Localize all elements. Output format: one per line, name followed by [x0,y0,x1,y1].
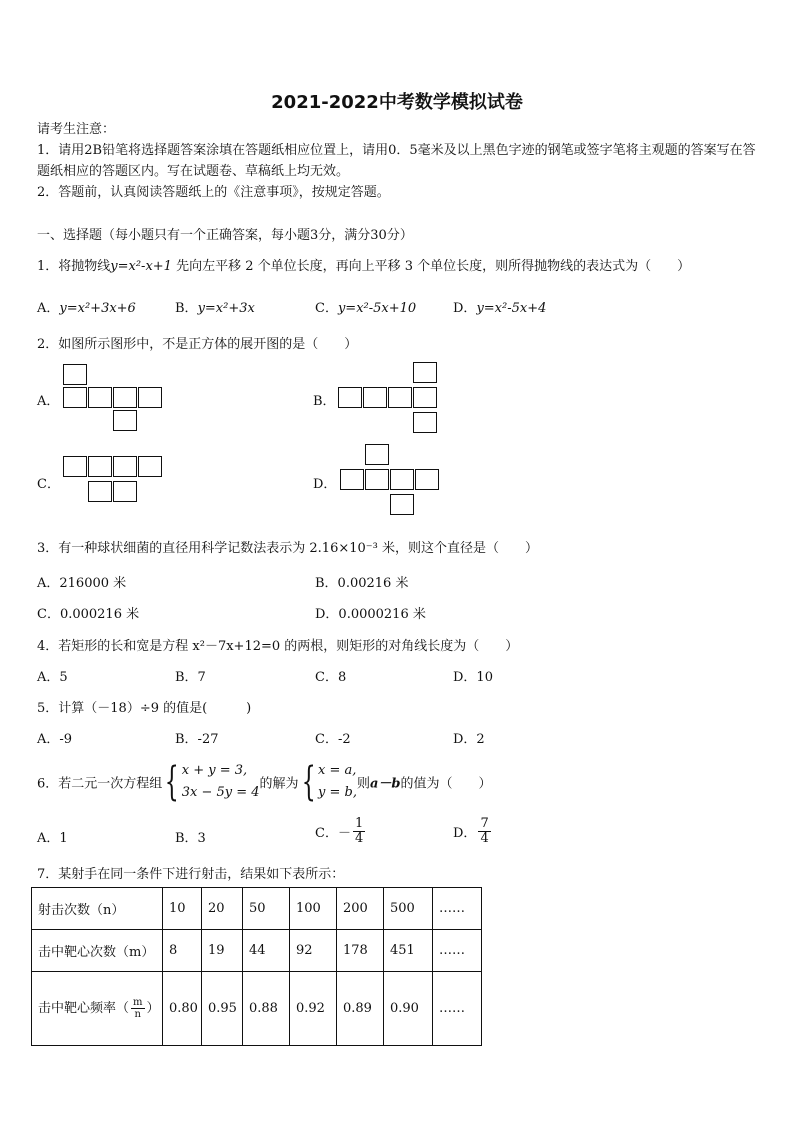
q6-stem-mid: 的解为 [259,776,299,792]
table-cell: 0.80 [163,972,202,1046]
table-cell: 100 [290,888,337,930]
q5-option-c[interactable]: C．-2 [315,732,351,747]
q6-option-c-fraction: $\frac{1}{4}$ [354,816,364,846]
q2-option-d[interactable]: D． [313,477,337,492]
q2-option-c[interactable]: C． [37,477,60,492]
section-heading: 一、选择题（每小题只有一个正确答案，每小题3分，满分30分） [37,228,413,243]
q6-solution-2: y = b, [318,785,357,800]
q6-system-brace: { [165,759,180,805]
q5-option-d[interactable]: D．2 [453,732,485,747]
q1-option-a[interactable]: A．y=x²+3x+6 [37,301,136,316]
q4-option-d[interactable]: D．10 [453,670,493,685]
row-label-shots: 射击次数（n） [32,888,163,930]
table-cell: 451 [384,930,433,972]
table-cell: 0.90 [384,972,433,1046]
q6-option-c[interactable]: C．－ $\frac{1}{4}$ [315,816,364,846]
table-cell: 20 [202,888,243,930]
q1-stem-prefix: 1．将抛物线 [37,259,111,274]
q4-option-b[interactable]: B．7 [175,670,206,685]
q2-option-b[interactable]: B． [313,394,336,409]
q6-option-d[interactable]: D． $\frac{7}{4}$ [453,816,489,846]
table-cell: 8 [163,930,202,972]
notice-item-2: 2．答题前，认真阅读答题纸上的《注意事项》，按规定答题。 [37,185,390,200]
q5-option-b[interactable]: B．-27 [175,732,219,747]
q1-option-d[interactable]: D．y=x²-5x+4 [453,301,547,316]
q1-option-c[interactable]: C．y=x²-5x+10 [315,301,417,316]
q6-stem-then: 则 [356,776,370,792]
q5-option-a[interactable]: A．-9 [37,732,73,747]
question-3-stem: 3．有一种球状细菌的直径用科学记数法表示为 2.16×10⁻³ 米，则这个直径是（ ） [37,541,538,556]
q6-solution-1: x = a, [318,763,357,778]
table-cell: 92 [290,930,337,972]
row-label-hits: 击中靶心次数（m） [32,930,163,972]
question-6-stem [37,760,492,806]
table-row [32,930,482,972]
q6-equation-system [182,760,260,804]
table-cell: 0.95 [202,972,243,1046]
q3-option-d[interactable]: D．0.0000216 米 [315,607,426,622]
notice-item-1: 1．请用2B铅笔将选择题答案涂填在答题纸相应位置上，请用0．5毫米及以上黑色字迹的钢笔或签字笔将主观题的答案写在答题纸相应的答题区内。写在试题卷、草稿纸上均无效。 [37,143,756,179]
table-cell: …… [433,972,482,1046]
question-2-stem: 2．如图所示图形中，不是正方体的展开图的是（ ） [37,337,358,352]
table-cell: 19 [202,930,243,972]
table-cell: …… [433,888,482,930]
table-row [32,888,482,930]
frequency-fraction: $\frac{m}{n}$ [133,997,143,1020]
table-cell: 0.88 [243,972,290,1046]
q4-option-a[interactable]: A．5 [37,670,68,685]
q6-option-a[interactable]: A．1 [37,831,68,846]
q4-option-c[interactable]: C．8 [315,670,347,685]
table-cell: 200 [337,888,384,930]
table-cell: 50 [243,888,290,930]
q6-stem-prefix: 6．若二元一次方程组 [37,776,163,792]
q3-option-b[interactable]: B．0.00216 米 [315,576,409,591]
q1-option-b[interactable]: B．y=x²+3x [175,301,255,316]
q6-equation-2: 3x − 5y = 4 [181,785,260,800]
q6-option-d-fraction: $\frac{7}{4}$ [480,816,489,846]
q6-option-b[interactable]: B．3 [175,831,206,846]
table-row [32,972,482,1046]
q1-expression: y=x²-x+1 [110,259,172,274]
table-cell: 10 [163,888,202,930]
q6-equation-1: x + y = 3, [181,763,248,778]
page-title: 2021-2022中考数学模拟试卷 [271,92,523,113]
q2-option-a[interactable]: A． [37,394,60,409]
q6-solution-brace: { [301,759,316,805]
q6-expression: a－b [370,776,401,792]
table-cell: 0.92 [290,972,337,1046]
table-cell: 178 [337,930,384,972]
table-cell: 44 [243,930,290,972]
question-7-stem: 7．某射手在同一条件下进行射击，结果如下表所示： [37,867,345,882]
table-cell: 0.89 [337,972,384,1046]
notice-heading: 请考生注意： [37,122,116,137]
q3-option-a[interactable]: A．216000 米 [37,576,127,591]
row-label-frequency: 击中靶心频率（ $\frac{m}{n}$ ） [32,972,163,1046]
question-1-stem [37,255,690,274]
shooting-results-table [31,887,482,1046]
question-4-stem: 4．若矩形的长和宽是方程 x²－7x+12=0 的两根，则矩形的对角线长度为（ ） [37,639,519,654]
q6-stem-suffix: 的值为（ ） [400,776,492,792]
notice-block [37,119,759,203]
table-cell: …… [433,930,482,972]
q1-stem-suffix: 先向左平移 2 个单位长度，再向上平移 3 个单位长度，则所得抛物线的表达式为（ ） [176,259,691,274]
question-5-stem: 5．计算（－18）÷9 的值是( ) [37,701,252,716]
q6-solution-system [318,760,357,804]
q3-option-c[interactable]: C．0.000216 米 [37,607,140,622]
table-cell: 500 [384,888,433,930]
